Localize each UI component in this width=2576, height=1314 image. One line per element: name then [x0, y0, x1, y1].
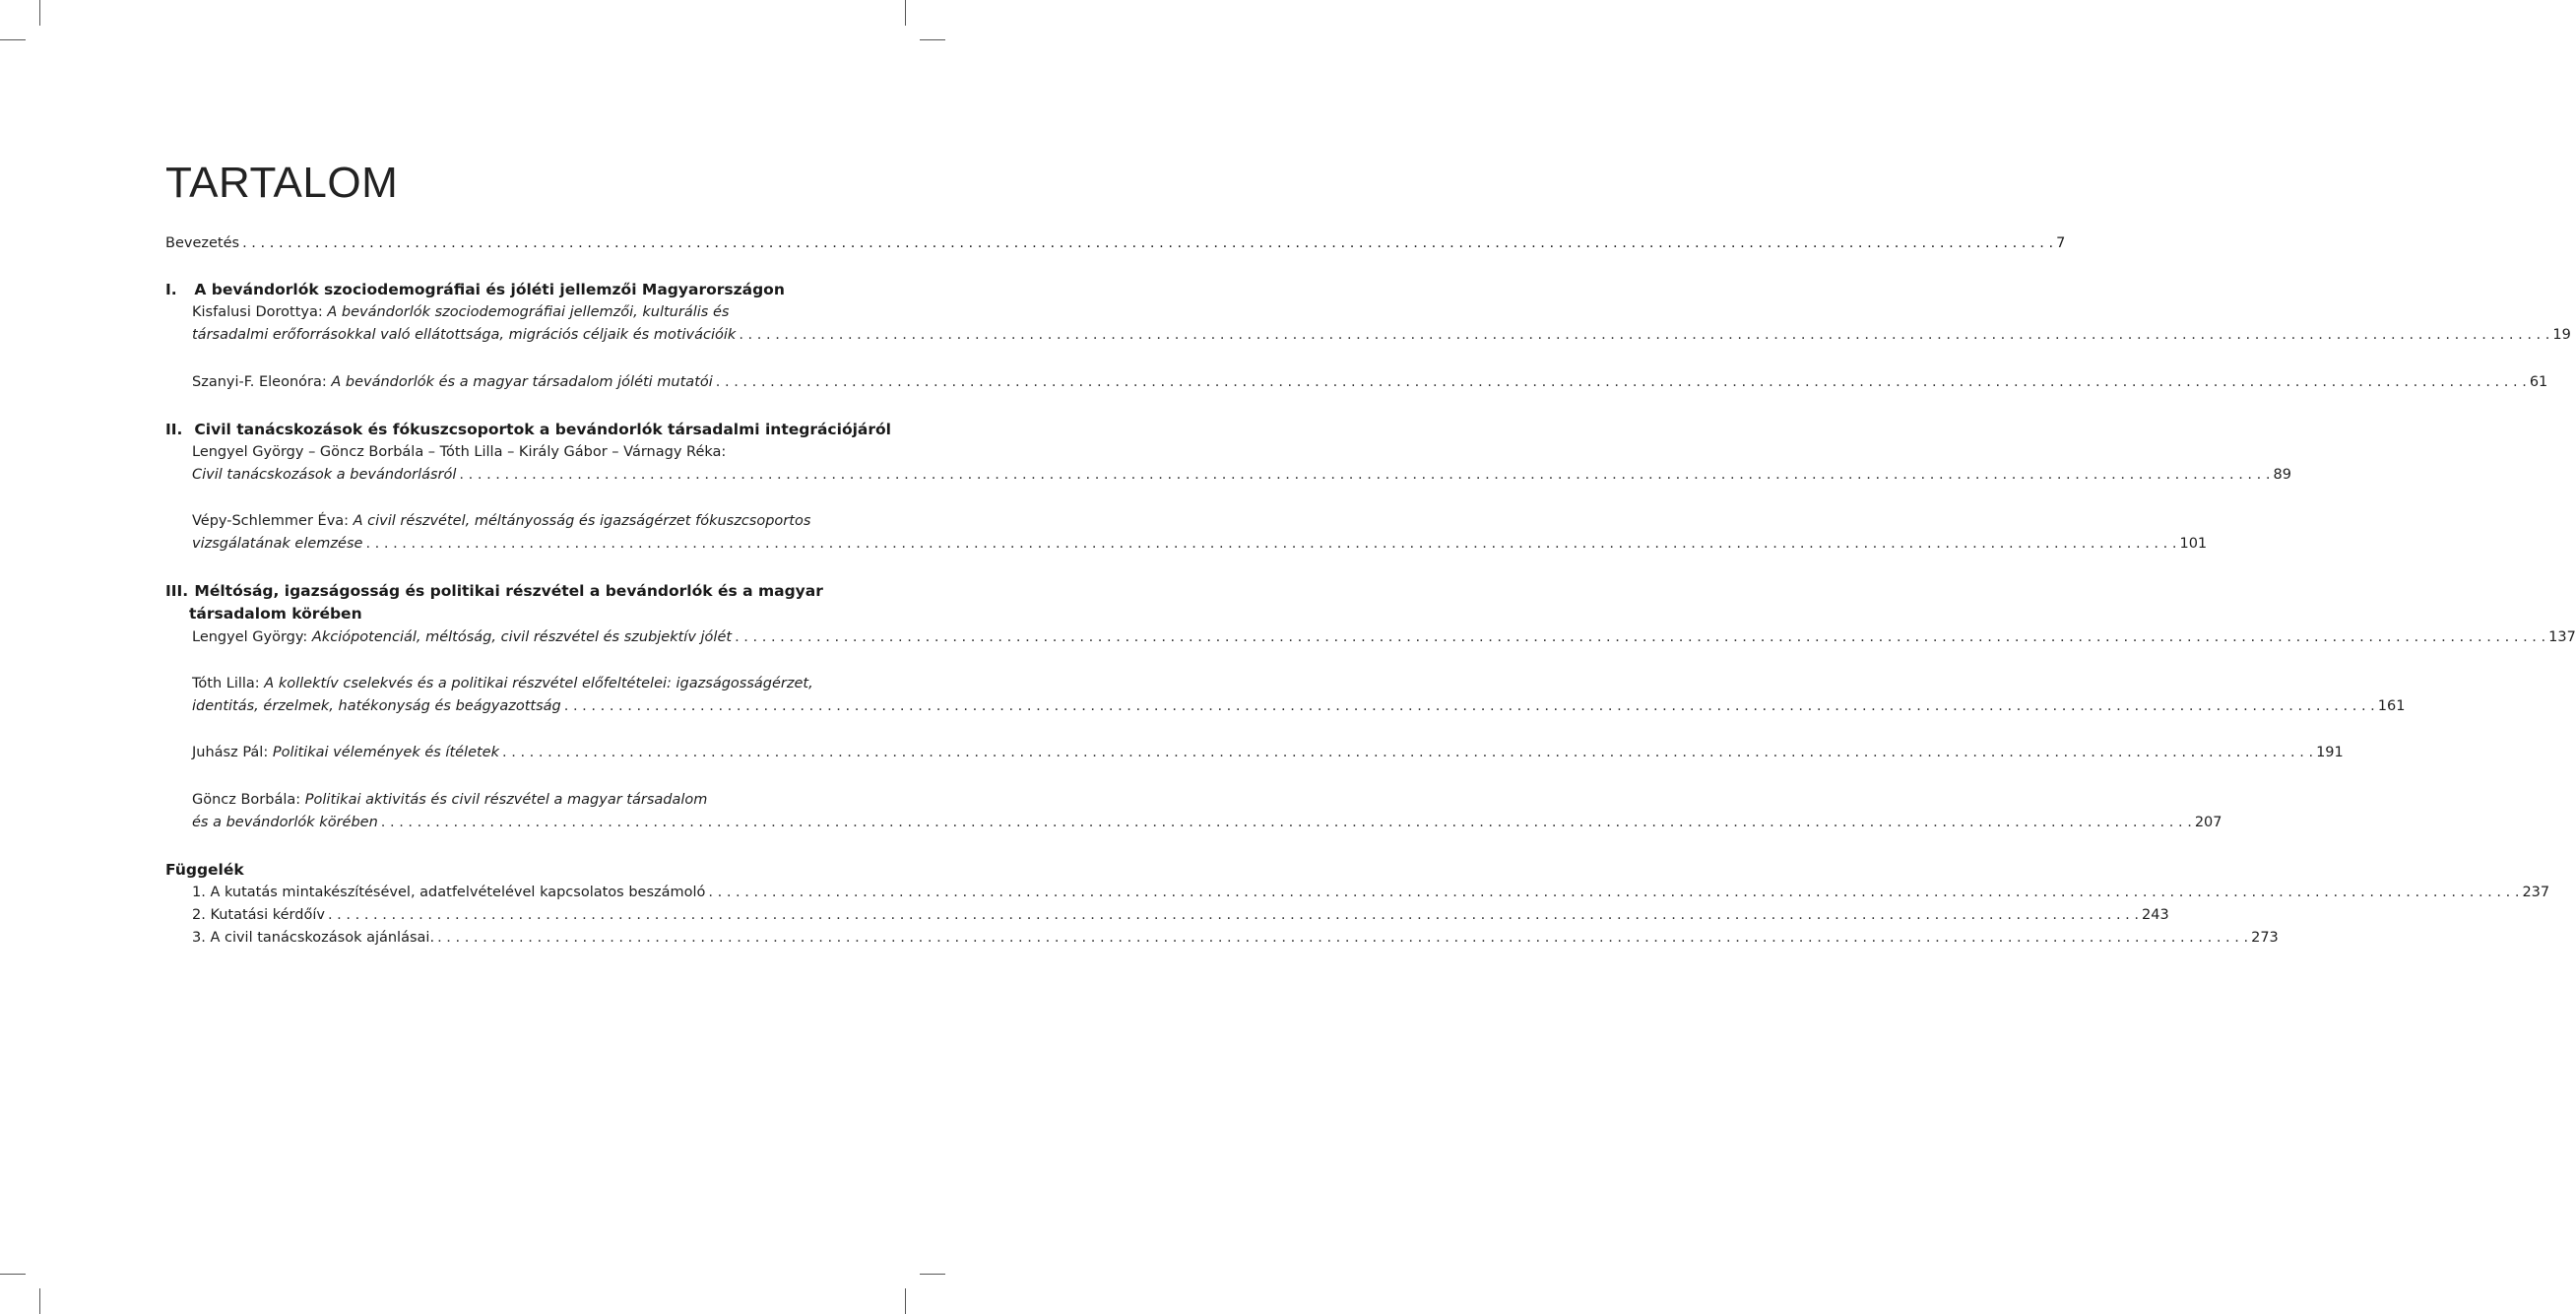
crop-mark-top-right-v [905, 0, 906, 26]
crop-mark-bottom-right-h [920, 1274, 945, 1275]
toc-entry-3-1[interactable] [192, 626, 2576, 648]
page-title: TARTALOM [165, 159, 399, 207]
dot-leader: . . . . . . . . . . . . . . . . . . . . . . . . . . . . . . . . . . . . . . . . . . . . . . . . . . . . . . . . . . . . . . . . . . . . . . . . . . . . . . . . . . . . . . . . . . . . . . . . . . . . . . . . . . . . . . . . . . . . . . . . . . . . . . . . . . . . . . . . . . . . . . . . . . . . . . . . . . . . . . . . . . . . . . . . . . . . . . . . . . . . . . . . . . . . . . . . . . . . . . . . [459, 467, 2271, 483]
appendix-item-label: 1. A kutatás mintakészítésével, adatfelvételével kapcsolatos beszámoló [192, 885, 706, 900]
entry-title: A civil részvétel, méltányosság és igazságérzet fókuszcsoportos [353, 513, 811, 529]
crop-mark-top-left-h [0, 39, 26, 40]
toc-entry-3-2-line1[interactable] [192, 673, 813, 694]
dot-leader: . . . . . . . . . . . . . . . . . . . . . . . . . . . . . . . . . . . . . . . . . . . . . . . . . . . . . . . . . . . . . . . . . . . . . . . . . . . . . . . . . . . . . . . . . . . . . . . . . . . . . . . . . . . . . . . . . . . . . . . . . . . . . . . . . . . . . . . . . . . . . . . . . . . . . . . . . . . . . . . . . . . . . . . . . . . . . . . . . . . . . . . . . . . . . . . . . . . . . . . . [739, 327, 2550, 343]
crop-mark-bottom-left-h [0, 1274, 26, 1275]
crop-mark-bottom-left-v [39, 1288, 40, 1314]
section-title: Civil tanácskozások és fókuszcsoportok a bevándorlók társadalmi integrációjáról [194, 421, 891, 438]
entry-title: Akciópotenciál, méltóság, civil részvétel és szubjektív jólét [311, 629, 733, 645]
page-number: 207 [2194, 815, 2222, 830]
entry-title: identitás, érzelmek, hatékonyság és beágyazottság [192, 698, 561, 714]
toc-entry-2-2-line2[interactable] [192, 533, 2208, 555]
section-heading-2 [165, 418, 891, 441]
entry-author: Szanyi-F. Eleonóra: [192, 374, 327, 390]
section-heading-1 [165, 278, 785, 301]
appendix-item-label: 2. Kutatási kérdőív [192, 907, 325, 923]
toc-entry-3-4-line1[interactable] [192, 789, 707, 811]
entry-title: A kollektív cselekvés és a politikai részvétel előfeltételei: igazságosságérzet, [264, 676, 813, 691]
dot-leader: . . . . . . . . . . . . . . . . . . . . . . . . . . . . . . . . . . . . . . . . . . . . . . . . . . . . . . . . . . . . . . . . . . . . . . . . . . . . . . . . . . . . . . . . . . . . . . . . . . . . . . . . . . . . . . . . . . . . . . . . . . . . . . . . . . . . . . . . . . . . . . . . . . . . . . . . . . . . . . . . . . . . . . . . . . . . . . . . . . . . . . . . . . . . . . . . . . . . . . . . [502, 745, 2314, 760]
page-number: 161 [2377, 698, 2406, 714]
toc-entry-3-4-line2[interactable] [192, 812, 2222, 833]
entry-author: Lengyel György – Göncz Borbála – Tóth Lilla – Király Gábor – Várnagy Réka: [192, 444, 727, 460]
section-title: A bevándorlók szociodemográfiai és jóléti jellemzői Magyarországon [194, 281, 785, 298]
section-title: társadalom körében [189, 605, 362, 623]
toc-entry-2-2-line1[interactable] [192, 510, 810, 532]
toc-entry-2-1-line2[interactable] [192, 464, 2291, 486]
entry-title: A bevándorlók szociodemográfiai jellemzői, kulturális és [327, 304, 730, 320]
toc-entry-3-2-line2[interactable] [192, 695, 2406, 717]
appendix-item-3[interactable] [192, 927, 2279, 949]
toc-entry-1-1-line1[interactable] [192, 301, 729, 323]
dot-leader: . . . . . . . . . . . . . . . . . . . . . . . . . . . . . . . . . . . . . . . . . . . . . . . . . . . . . . . . . . . . . . . . . . . . . . . . . . . . . . . . . . . . . . . . . . . . . . . . . . . . . . . . . . . . . . . . . . . . . . . . . . . . . . . . . . . . . . . . . . . . . . . . . . . . . . . . . . . . . . . . . . . . . . . . . . . . . . . . . . . . . . . . . . . . . . . . . . . . . . . . [437, 930, 2249, 946]
section-heading-3 [165, 579, 823, 603]
appendix-item-label: 3. A civil tanácskozások ajánlásai. [192, 930, 435, 946]
appendix-title: Függelék [165, 861, 244, 879]
section-number: III. [165, 582, 189, 600]
section-number: II. [165, 421, 183, 438]
page-number: 273 [2251, 930, 2279, 946]
dot-leader: . . . . . . . . . . . . . . . . . . . . . . . . . . . . . . . . . . . . . . . . . . . . . . . . . . . . . . . . . . . . . . . . . . . . . . . . . . . . . . . . . . . . . . . . . . . . . . . . . . . . . . . . . . . . . . . . . . . . . . . . . . . . . . . . . . . . . . . . . . . . . . . . . . . . . . . . . . . . . . . . . . . . . . . . . . . . . . . . . . . . . . . . . . . . . . . . . . . . . . . . [708, 885, 2520, 900]
entry-author: Vépy-Schlemmer Éva: [192, 513, 350, 529]
entry-title: Civil tanácskozások a bevándorlásról [192, 467, 457, 483]
entry-author: Juhász Pál: [192, 745, 269, 760]
page-number: 7 [2056, 235, 2066, 251]
page-number: 89 [2273, 467, 2291, 483]
appendix-heading [165, 858, 244, 882]
toc-entry-1-2[interactable] [192, 371, 2548, 393]
entry-author: Lengyel György: [192, 629, 308, 645]
toc-entry-2-1-line1[interactable] [192, 441, 726, 463]
dot-leader: . . . . . . . . . . . . . . . . . . . . . . . . . . . . . . . . . . . . . . . . . . . . . . . . . . . . . . . . . . . . . . . . . . . . . . . . . . . . . . . . . . . . . . . . . . . . . . . . . . . . . . . . . . . . . . . . . . . . . . . . . . . . . . . . . . . . . . . . . . . . . . . . . . . . . . . . . . . . . . . . . . . . . . . . . . . . . . . . . . . . . . . . . . . . . . . . . . . . . . . . [563, 698, 2375, 714]
page-number: 19 [2552, 327, 2571, 343]
page-number: 101 [2179, 536, 2208, 552]
toc-entry-1-1-line2[interactable] [192, 324, 2571, 346]
toc-entry-intro[interactable] [165, 232, 2066, 254]
entry-author: Kisfalusi Dorottya: [192, 304, 323, 320]
entry-title: Politikai aktivitás és civil részvétel a magyar társadalom [304, 792, 708, 808]
dot-leader: . . . . . . . . . . . . . . . . . . . . . . . . . . . . . . . . . . . . . . . . . . . . . . . . . . . . . . . . . . . . . . . . . . . . . . . . . . . . . . . . . . . . . . . . . . . . . . . . . . . . . . . . . . . . . . . . . . . . . . . . . . . . . . . . . . . . . . . . . . . . . . . . . . . . . . . . . . . . . . . . . . . . . . . . . . . . . . . . . . . . . . . . . . . . . . . . . . . . . . . . [327, 907, 2139, 923]
section-number: I. [165, 281, 177, 298]
entry-author: Tóth Lilla: [192, 676, 260, 691]
dot-leader: . . . . . . . . . . . . . . . . . . . . . . . . . . . . . . . . . . . . . . . . . . . . . . . . . . . . . . . . . . . . . . . . . . . . . . . . . . . . . . . . . . . . . . . . . . . . . . . . . . . . . . . . . . . . . . . . . . . . . . . . . . . . . . . . . . . . . . . . . . . . . . . . . . . . . . . . . . . . . . . . . . . . . . . . . . . . . . . . . . . . . . . . . . . . . . . . . . . . . . . . [735, 629, 2546, 645]
entry-title: Politikai vélemények és ítéletek [272, 745, 500, 760]
entry-title: és a bevándorlók körében [192, 815, 378, 830]
entry-title: vizsgálatának elemzése [192, 536, 363, 552]
toc-entry-3-3[interactable] [192, 742, 2344, 763]
page-number: 191 [2316, 745, 2344, 760]
dot-leader: . . . . . . . . . . . . . . . . . . . . . . . . . . . . . . . . . . . . . . . . . . . . . . . . . . . . . . . . . . . . . . . . . . . . . . . . . . . . . . . . . . . . . . . . . . . . . . . . . . . . . . . . . . . . . . . . . . . . . . . . . . . . . . . . . . . . . . . . . . . . . . . . . . . . . . . . . . . . . . . . . . . . . . . . . . . . . . . . . . . . . . . . . . . . . . . . . . . . . . . . [715, 374, 2527, 390]
page-number: 137 [2548, 629, 2576, 645]
page-number: 243 [2142, 907, 2169, 923]
entry-title: A bevándorlók és a magyar társadalom jóléti mutatói [331, 374, 713, 390]
crop-mark-top-right-h [920, 39, 945, 40]
dot-leader: . . . . . . . . . . . . . . . . . . . . . . . . . . . . . . . . . . . . . . . . . . . . . . . . . . . . . . . . . . . . . . . . . . . . . . . . . . . . . . . . . . . . . . . . . . . . . . . . . . . . . . . . . . . . . . . . . . . . . . . . . . . . . . . . . . . . . . . . . . . . . . . . . . . . . . . . . . . . . . . . . . . . . . . . . . . . . . . . . . . . . . . . . . . . . . . . . . . . . . . . [242, 235, 2054, 251]
section-heading-3-line2 [189, 602, 362, 625]
toc-entry-label: Bevezetés [165, 235, 240, 251]
crop-mark-top-left-v [39, 0, 40, 26]
appendix-item-2[interactable] [192, 904, 2169, 926]
appendix-item-1[interactable] [192, 882, 2550, 903]
dot-leader: . . . . . . . . . . . . . . . . . . . . . . . . . . . . . . . . . . . . . . . . . . . . . . . . . . . . . . . . . . . . . . . . . . . . . . . . . . . . . . . . . . . . . . . . . . . . . . . . . . . . . . . . . . . . . . . . . . . . . . . . . . . . . . . . . . . . . . . . . . . . . . . . . . . . . . . . . . . . . . . . . . . . . . . . . . . . . . . . . . . . . . . . . . . . . . . . . . . . . . . . [380, 815, 2192, 830]
entry-author: Göncz Borbála: [192, 792, 301, 808]
entry-title: társadalmi erőforrásokkal való ellátottsága, migrációs céljaik és motivációik [192, 327, 737, 343]
page-number: 61 [2529, 374, 2548, 390]
crop-mark-bottom-right-v [905, 1288, 906, 1314]
section-title: Méltóság, igazságosság és politikai részvétel a bevándorlók és a magyar [194, 582, 823, 600]
dot-leader: . . . . . . . . . . . . . . . . . . . . . . . . . . . . . . . . . . . . . . . . . . . . . . . . . . . . . . . . . . . . . . . . . . . . . . . . . . . . . . . . . . . . . . . . . . . . . . . . . . . . . . . . . . . . . . . . . . . . . . . . . . . . . . . . . . . . . . . . . . . . . . . . . . . . . . . . . . . . . . . . . . . . . . . . . . . . . . . . . . . . . . . . . . . . . . . . . . . . . . . . [365, 536, 2177, 552]
page-number: 237 [2522, 885, 2550, 900]
